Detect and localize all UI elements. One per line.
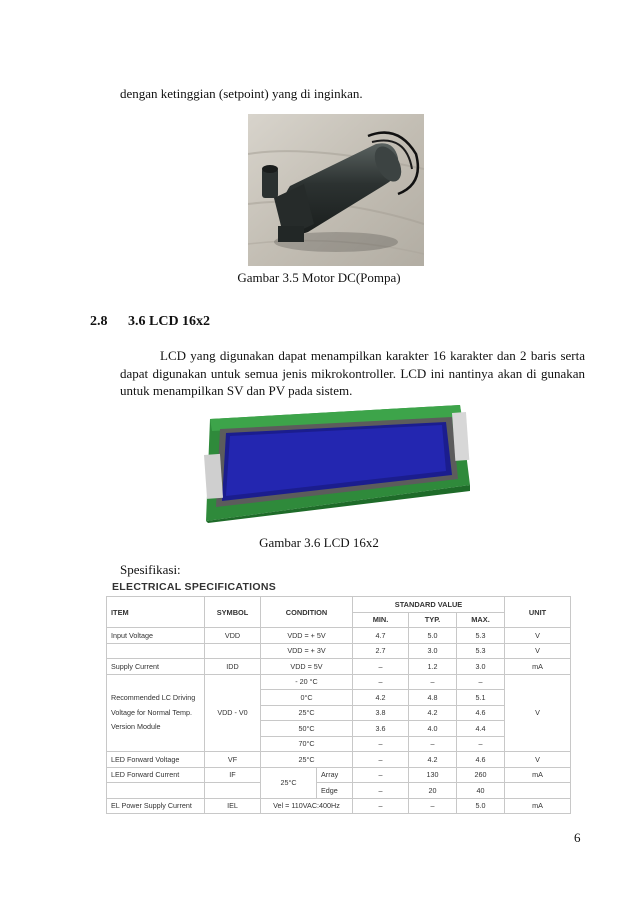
cell-symbol: IDD: [205, 659, 261, 675]
cell-condition: VDD = + 3V: [261, 643, 353, 659]
cell-max: 4.6: [457, 705, 505, 721]
electrical-spec-table-image: [106, 580, 570, 811]
table-header-row: [107, 597, 571, 613]
cell-item: Input Voltage: [107, 628, 205, 644]
cell-max: 5.0: [457, 798, 505, 814]
cell-typ: 20: [409, 783, 457, 799]
cell-max: 5.1: [457, 690, 505, 706]
motor-pump-photo: [248, 114, 424, 266]
cell-condition: 25°C: [261, 752, 353, 768]
cell-max: 5.3: [457, 628, 505, 644]
cell-unit: mA: [505, 659, 571, 675]
cell-unit: mA: [505, 798, 571, 814]
table-row: [107, 674, 571, 690]
cell-typ: –: [409, 798, 457, 814]
cell-max: 4.4: [457, 721, 505, 737]
cell-max: 5.3: [457, 643, 505, 659]
cell-min: –: [353, 798, 409, 814]
cell-item: [107, 643, 205, 659]
header-condition: CONDITION: [261, 597, 353, 628]
cell-condition: 25°C: [261, 767, 317, 798]
cell-subcondition: Edge: [317, 783, 353, 799]
cell-typ: 5.0: [409, 628, 457, 644]
cell-typ: 130: [409, 767, 457, 783]
cell-min: 4.2: [353, 690, 409, 706]
cell-max: 260: [457, 767, 505, 783]
figure-caption-motor: Gambar 3.5 Motor DC(Pompa): [237, 270, 401, 285]
table-row: [107, 798, 571, 814]
header-standard-value: STANDARD VALUE: [353, 597, 505, 613]
header-min: MIN.: [353, 612, 409, 628]
cell-min: 3.6: [353, 721, 409, 737]
cell-item: [107, 783, 205, 799]
cell-min: 4.7: [353, 628, 409, 644]
header-unit: UNIT: [505, 597, 571, 628]
cell-typ: –: [409, 674, 457, 690]
cell-typ: 4.0: [409, 721, 457, 737]
cell-symbol: [205, 783, 261, 799]
table-row: [107, 628, 571, 644]
cell-item: LED Forward Voltage: [107, 752, 205, 768]
cell-typ: 4.2: [409, 705, 457, 721]
cell-symbol: [205, 643, 261, 659]
cell-typ: 4.2: [409, 752, 457, 768]
cell-condition: 25°C: [261, 705, 353, 721]
cell-condition: 50°C: [261, 721, 353, 737]
cell-unit: [505, 783, 571, 799]
cell-item-line: Version Module: [111, 722, 161, 731]
cell-typ: 3.0: [409, 643, 457, 659]
cell-max: 40: [457, 783, 505, 799]
cell-item: EL Power Supply Current: [107, 798, 205, 814]
header-typ: TYP.: [409, 612, 457, 628]
cell-symbol: VF: [205, 752, 261, 768]
cell-item-line: Recommended LC Driving: [111, 693, 196, 702]
cell-unit: V: [505, 674, 571, 752]
cell-item: Supply Current: [107, 659, 205, 675]
section-title: 3.6 LCD 16x2: [128, 314, 211, 329]
table-row: [107, 783, 571, 799]
cell-max: –: [457, 736, 505, 752]
cell-min: –: [353, 736, 409, 752]
cell-typ: 1.2: [409, 659, 457, 675]
cell-condition: Vel = 110VAC:400Hz: [261, 798, 353, 814]
cell-unit: V: [505, 643, 571, 659]
page-number: 6: [574, 830, 581, 845]
body-paragraph: LCD yang digunakan dapat menampilkan karakter 16 karakter dan 2 baris serta dapat digunakan untuk semua jenis mikrokontroller. LCD ini nantinya akan di gunakan untuk menampilkan SV dan PV pada sistem.: [120, 348, 585, 398]
lcd-module-photo: [190, 405, 472, 523]
cell-condition: 0°C: [261, 690, 353, 706]
electrical-spec-table: [106, 596, 571, 814]
cell-item-multiline: [107, 674, 205, 752]
specification-label: Spesifikasi:: [120, 562, 181, 577]
cell-min: –: [353, 767, 409, 783]
cell-condition: VDD = 5V: [261, 659, 353, 675]
cell-unit: V: [505, 752, 571, 768]
cell-min: –: [353, 752, 409, 768]
cell-unit: mA: [505, 767, 571, 783]
cell-item-line: Voltage for Normal Temp.: [111, 707, 192, 717]
table-row: [107, 659, 571, 675]
cell-condition: 70°C: [261, 736, 353, 752]
spec-table-title: ELECTRICAL SPECIFICATIONS: [112, 581, 277, 593]
cell-max: 3.0: [457, 659, 505, 675]
table-row: [107, 643, 571, 659]
cell-max: –: [457, 674, 505, 690]
figure-caption-lcd: Gambar 3.6 LCD 16x2: [259, 535, 379, 550]
cell-min: 3.8: [353, 705, 409, 721]
cell-item: LED Forward Current: [107, 767, 205, 783]
cell-subcondition: Array: [317, 767, 353, 783]
cell-symbol: IF: [205, 767, 261, 783]
cell-symbol: IEL: [205, 798, 261, 814]
cell-min: 2.7: [353, 643, 409, 659]
cell-symbol: VDD - V0: [205, 674, 261, 752]
cell-min: –: [353, 674, 409, 690]
cell-unit: V: [505, 628, 571, 644]
header-max: MAX.: [457, 612, 505, 628]
cell-condition: VDD = + 5V: [261, 628, 353, 644]
table-row: [107, 752, 571, 768]
cell-typ: 4.8: [409, 690, 457, 706]
cell-typ: –: [409, 736, 457, 752]
section-number: 2.8: [90, 314, 108, 329]
cell-min: –: [353, 783, 409, 799]
header-symbol: SYMBOL: [205, 597, 261, 628]
header-item: ITEM: [107, 597, 205, 628]
cell-condition: - 20 °C: [261, 674, 353, 690]
cell-min: –: [353, 659, 409, 675]
table-row: [107, 767, 571, 783]
cell-symbol: VDD: [205, 628, 261, 644]
body-text-line: dengan ketinggian (setpoint) yang di inginkan.: [120, 86, 363, 101]
cell-max: 4.6: [457, 752, 505, 768]
